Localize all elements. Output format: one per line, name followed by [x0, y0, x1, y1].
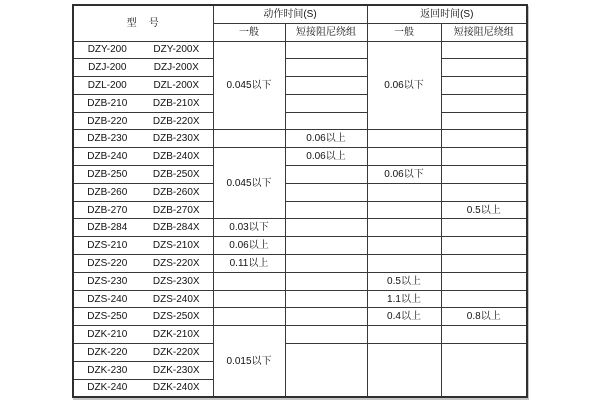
table-row	[73, 344, 527, 362]
model-name-x: DZB-284X	[152, 222, 200, 234]
table-row	[73, 308, 527, 326]
model-name-x: DZY-200X	[153, 44, 200, 56]
return-damped-cell	[441, 59, 527, 77]
return-general-cell: 0.4以上	[367, 308, 441, 326]
return-general-cell: 0.06以下	[367, 41, 441, 130]
return-damped-cell	[441, 272, 527, 290]
table-row	[73, 59, 527, 77]
table-row	[73, 41, 527, 59]
model-cell	[73, 308, 213, 326]
action-damped-cell	[285, 272, 367, 290]
model-name: DZB-240	[87, 151, 128, 163]
model-cell	[73, 290, 213, 308]
model-name-x: DZK-220X	[152, 346, 200, 358]
model-name-x: DZB-260X	[152, 186, 200, 198]
action-general-cell	[213, 130, 285, 148]
model-name-x: DZJ-200X	[153, 62, 199, 74]
return-damped-cell	[441, 41, 527, 59]
model-name: DZL-200	[87, 79, 127, 91]
model-name: DZJ-200	[88, 62, 127, 74]
return-general-cell: 0.5以上	[367, 272, 441, 290]
return-general-cell	[367, 326, 441, 344]
model-name: DZS-240	[87, 293, 128, 305]
table-row	[73, 201, 527, 219]
model-name: DZB-250	[87, 168, 128, 180]
return-damped-cell: 0.8以上	[441, 308, 527, 326]
table-row	[73, 148, 527, 166]
model-name-x: DZB-270X	[152, 204, 200, 216]
return-damped-cell	[441, 344, 527, 397]
model-cell	[73, 112, 213, 130]
return-general-cell	[367, 201, 441, 219]
model-name-x: DZB-230X	[152, 133, 200, 145]
action-damped-cell	[285, 112, 367, 130]
model-cell	[73, 77, 213, 95]
action-damped-cell	[285, 183, 367, 201]
action-damped-cell	[285, 308, 367, 326]
model-cell	[73, 148, 213, 166]
table-row	[73, 77, 527, 95]
model-cell	[73, 201, 213, 219]
action-general-cell: 0.06以上	[213, 237, 285, 255]
action-damped-cell	[285, 77, 367, 95]
model-name: DZK-210	[87, 329, 128, 341]
model-name: DZS-220	[87, 257, 128, 269]
return-damped-cell	[441, 183, 527, 201]
model-name-x: DZB-210X	[152, 97, 200, 109]
return-general-cell	[367, 219, 441, 237]
model-name-x: DZB-240X	[152, 151, 200, 163]
model-cell	[73, 41, 213, 59]
action-damped-cell	[285, 219, 367, 237]
model-cell	[73, 130, 213, 148]
model-name: DZB-210	[87, 97, 128, 109]
action-general-cell: 0.045以下	[213, 41, 285, 130]
model-cell	[73, 272, 213, 290]
table-row	[73, 290, 527, 308]
table-row	[73, 255, 527, 273]
model-cell	[73, 94, 213, 112]
action-general-cell: 0.015以下	[213, 326, 285, 397]
return-damped-cell	[441, 112, 527, 130]
model-name: DZS-210	[87, 240, 128, 252]
action-general-cell	[213, 272, 285, 290]
return-general-cell	[367, 148, 441, 166]
model-name-x: DZS-210X	[152, 240, 200, 252]
action-damped-cell	[285, 41, 367, 59]
table-row	[73, 130, 527, 148]
return-general-cell	[367, 344, 441, 397]
model-name-x: DZB-220X	[152, 115, 200, 127]
table-row	[73, 219, 527, 237]
return-general-cell	[367, 255, 441, 273]
action-damped-cell	[285, 59, 367, 77]
return-damped-cell	[441, 77, 527, 95]
model-name-x: DZS-250X	[152, 311, 200, 323]
action-general-cell: 0.03以下	[213, 219, 285, 237]
model-name: DZK-220	[87, 346, 128, 358]
model-name-x: DZS-240X	[152, 293, 200, 305]
model-name-x: DZK-240X	[152, 382, 200, 394]
action-damped-subheader: 短接阻尼绕组	[285, 23, 367, 41]
model-name: DZB-260	[87, 186, 128, 198]
model-cell	[73, 379, 213, 397]
model-cell	[73, 361, 213, 379]
return-general-subheader: 一般	[367, 23, 441, 41]
model-cell	[73, 237, 213, 255]
return-damped-cell: 0.5以上	[441, 201, 527, 219]
action-damped-cell	[285, 94, 367, 112]
return-damped-cell	[441, 130, 527, 148]
model-name: DZS-230	[87, 275, 128, 287]
table-row	[73, 326, 527, 344]
return-general-cell	[367, 130, 441, 148]
table-row	[73, 94, 527, 112]
table-row	[73, 112, 527, 130]
model-name-x: DZS-230X	[152, 275, 200, 287]
return-damped-cell	[441, 290, 527, 308]
model-name-x: DZS-220X	[152, 257, 200, 269]
action-damped-cell	[285, 290, 367, 308]
model-name: DZS-250	[87, 311, 128, 323]
action-time-group-header: 动作时间(S)	[213, 5, 367, 23]
model-name-x: DZL-200X	[153, 79, 200, 91]
model-cell	[73, 183, 213, 201]
model-cell	[73, 59, 213, 77]
model-cell	[73, 344, 213, 362]
model-name-x: DZK-210X	[152, 329, 200, 341]
model-name: DZB-284	[87, 222, 128, 234]
model-name-x: DZK-230X	[152, 364, 200, 376]
model-cell	[73, 255, 213, 273]
model-name: DZB-220	[87, 115, 128, 127]
table-row	[73, 166, 527, 184]
model-name: DZK-240	[87, 382, 128, 394]
model-cell	[73, 326, 213, 344]
action-general-cell: 0.11以上	[213, 255, 285, 273]
return-general-cell	[367, 183, 441, 201]
action-damped-cell	[285, 166, 367, 184]
action-damped-cell	[285, 201, 367, 219]
action-general-cell: 0.045以下	[213, 148, 285, 219]
action-damped-cell	[285, 326, 367, 344]
action-damped-cell: 0.06以上	[285, 130, 367, 148]
action-damped-cell	[285, 255, 367, 273]
model-name: DZB-270	[87, 204, 128, 216]
action-damped-cell	[285, 237, 367, 255]
return-general-cell: 1.1以上	[367, 290, 441, 308]
return-time-group-header: 返回时间(S)	[367, 5, 527, 23]
table-row	[73, 183, 527, 201]
relay-time-spec-table	[72, 4, 528, 398]
model-name: DZB-230	[87, 133, 128, 145]
return-general-cell: 0.06以下	[367, 166, 441, 184]
return-damped-cell	[441, 219, 527, 237]
model-cell	[73, 166, 213, 184]
return-damped-cell	[441, 255, 527, 273]
model-cell	[73, 219, 213, 237]
return-damped-cell	[441, 326, 527, 344]
action-general-subheader: 一般	[213, 23, 285, 41]
return-damped-cell	[441, 166, 527, 184]
model-name-x: DZB-250X	[152, 168, 200, 180]
action-damped-cell: 0.06以上	[285, 148, 367, 166]
model-column-header: 型 号	[73, 5, 213, 41]
table-row	[73, 272, 527, 290]
action-general-cell	[213, 308, 285, 326]
return-damped-cell	[441, 148, 527, 166]
return-general-cell	[367, 237, 441, 255]
action-damped-cell	[285, 344, 367, 397]
model-name: DZK-230	[87, 364, 128, 376]
return-damped-cell	[441, 94, 527, 112]
model-name: DZY-200	[87, 44, 127, 56]
return-damped-subheader: 短接阻尼绕组	[441, 23, 527, 41]
action-general-cell	[213, 290, 285, 308]
table-row	[73, 237, 527, 255]
return-damped-cell	[441, 237, 527, 255]
